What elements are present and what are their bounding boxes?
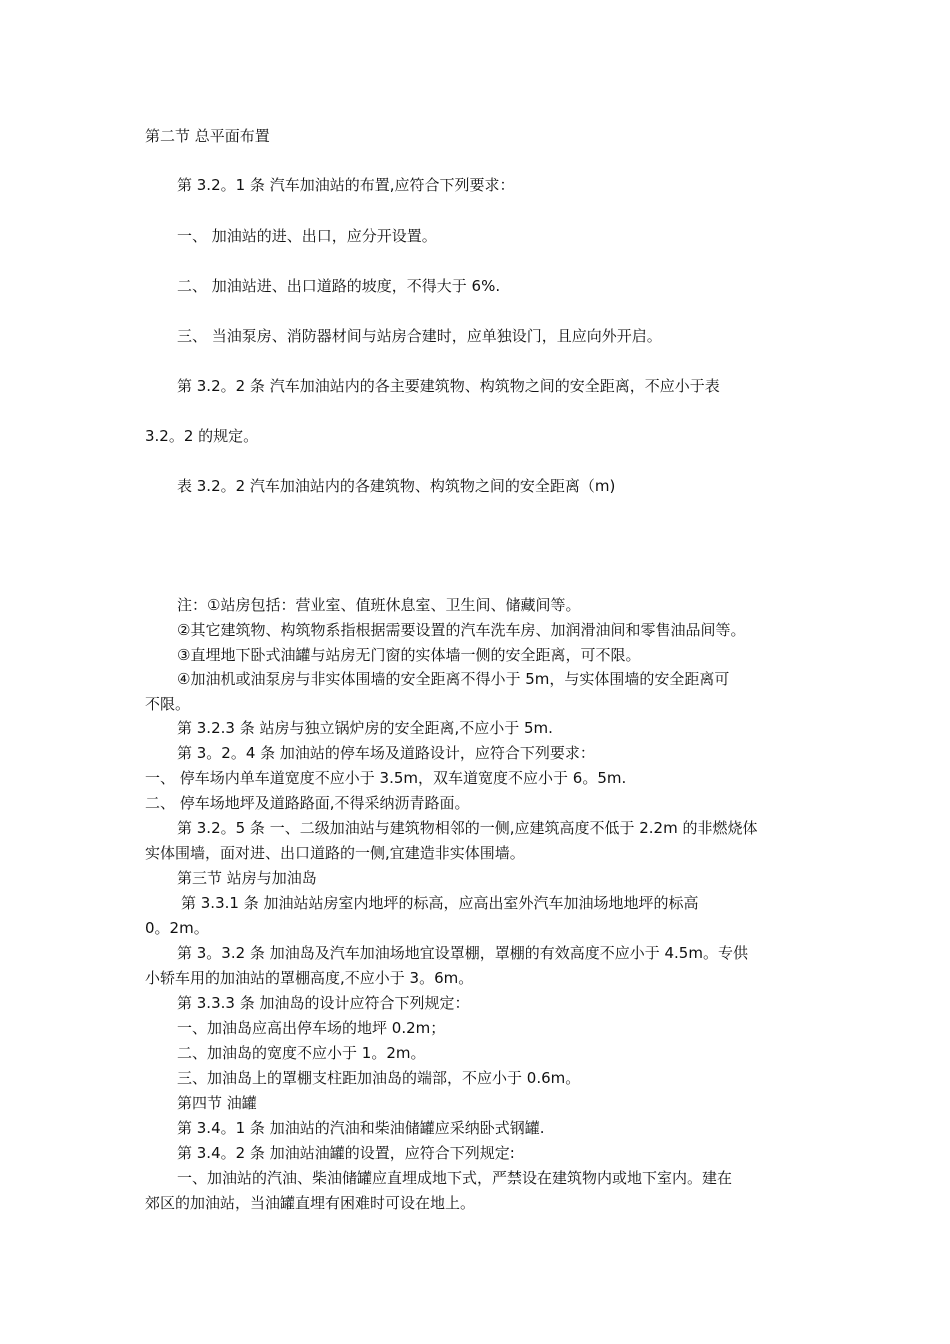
article-3-3-2-line2: 小轿车用的加油站的罩棚高度,不应小于 3。6m。 [145, 969, 474, 987]
list-item-2: 二、 加油站进、出口道路的坡度，不得大于 6%. [177, 277, 501, 295]
article-3-2-4: 第 3。2。4 条 加油站的停车场及道路设计，应符合下列要求： [177, 744, 595, 762]
note-4-line2: 不限。 [145, 695, 191, 713]
article-3-2-5-line1: 第 3.2。5 条 一、二级加油站与建筑物相邻的一侧,应建筑高度不低于 2.2m 的非燃烧体 [177, 819, 758, 837]
article-3-2-3: 第 3.2.3 条 站房与独立锅炉房的安全距离,不应小于 5m. [177, 719, 553, 737]
article-3-3-3-item-2: 二、加油岛的宽度不应小于 1。2m。 [177, 1044, 426, 1062]
article-3-3-1-line1: 第 3.3.1 条 加油站站房室内地坪的标高，应高出室外汽车加油场地地坪的标高 [181, 894, 699, 912]
note-3: ③直埋地下卧式油罐与站房无门窗的实体墙一侧的安全距离，可不限。 [177, 646, 641, 664]
article-3-4-2: 第 3.4。2 条 加油站油罐的设置，应符合下列规定: [177, 1144, 515, 1162]
article-3-3-3-item-1: 一、加油岛应高出停车场的地坪 0.2m； [177, 1019, 446, 1037]
list-item-3: 三、 当油泵房、消防器材间与站房合建时，应单独设门，且应向外开启。 [177, 327, 662, 345]
list-item-1: 一、 加油站的进、出口，应分开设置。 [177, 227, 437, 245]
section-heading-2: 第二节 总平面布置 [145, 127, 270, 145]
article-3-2-2-line2: 3.2。2 的规定。 [145, 427, 259, 445]
section-heading-3: 第三节 站房与加油岛 [177, 869, 317, 887]
article-3-2-1: 第 3.2。1 条 汽车加油站的布置,应符合下列要求： [177, 176, 515, 194]
article-3-4-1: 第 3.4。1 条 加油站的汽油和柴油储罐应采纳卧式钢罐. [177, 1119, 545, 1137]
note-2: ②其它建筑物、构筑物系指根据需要设置的汽车洗车房、加润滑油间和零售油品间等。 [177, 621, 746, 639]
article-3-3-3-item-3: 三、加油岛上的罩棚支柱距加油岛的端部，不应小于 0.6m。 [177, 1069, 581, 1087]
note-1: 注：①站房包括：营业室、值班休息室、卫生间、储藏间等。 [177, 596, 581, 614]
article-3-2-4-item-1: 一、 停车场内单车道宽度不应小于 3.5m，双车道宽度不应小于 6。5m. [145, 769, 627, 787]
table-caption: 表 3.2。2 汽车加油站内的各建筑物、构筑物之间的安全距离（m) [177, 477, 616, 495]
article-3-3-3: 第 3.3.3 条 加油岛的设计应符合下列规定： [177, 994, 470, 1012]
note-4-line1: ④加油机或油泵房与非实体围墙的安全距离不得小于 5m，与实体围墙的安全距离可 [177, 670, 730, 688]
article-3-4-2-item-1-line1: 一、加油站的汽油、柴油储罐应直埋成地下式，严禁设在建筑物内或地下室内。建在 [177, 1169, 733, 1187]
article-3-3-2-line1: 第 3。3.2 条 加油岛及汽车加油场地宜设罩棚，罩棚的有效高度不应小于 4.5m。专供 [177, 944, 748, 962]
article-3-2-2-line1: 第 3.2。2 条 汽车加油站内的各主要建筑物、构筑物之间的安全距离，不应小于表 [177, 377, 720, 395]
article-3-4-2-item-1-line2: 郊区的加油站，当油罐直埋有困难时可设在地上。 [145, 1194, 476, 1212]
article-3-2-5-line2: 实体围墙，面对进、出口道路的一侧,宜建造非实体围墙。 [145, 844, 525, 862]
article-3-3-1-line2: 0。2m。 [145, 919, 209, 937]
section-heading-4: 第四节 油罐 [177, 1094, 257, 1112]
article-3-2-4-item-2: 二、 停车场地坪及道路路面,不得采纳沥青路面。 [145, 794, 470, 812]
